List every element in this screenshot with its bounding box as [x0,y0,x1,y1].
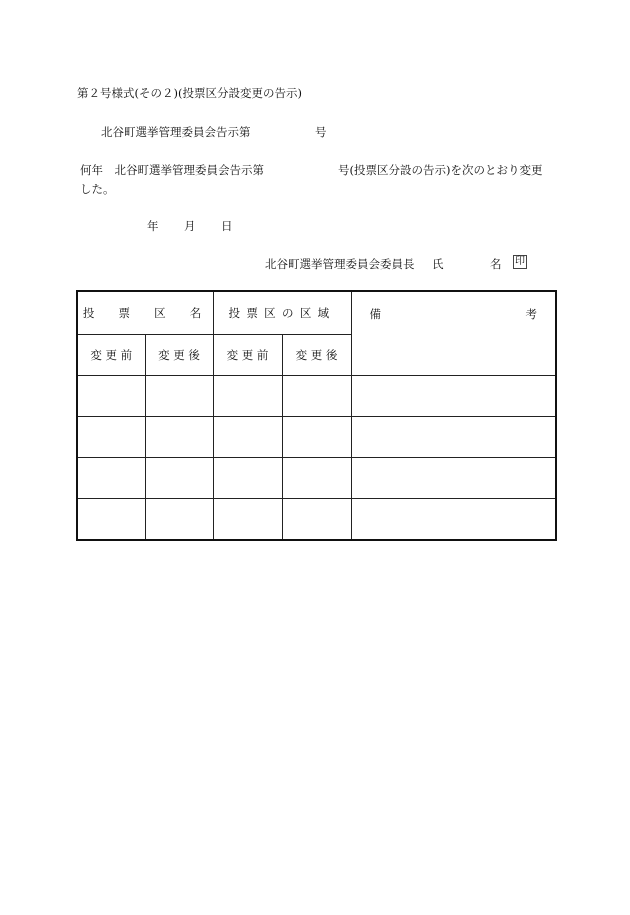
signature-mei: 名 [490,257,502,271]
table-cell [145,417,213,458]
table-cell [77,376,145,417]
body-line1-b: 号(投票区分設の告示)を次のとおり変更 [338,163,543,177]
table-cell [145,499,213,541]
header-remarks [351,291,556,376]
table-cell [351,376,556,417]
body-line1-a: 何年 北谷町選挙管理委員会告示第 [80,163,264,177]
table-cell [145,376,213,417]
header-remarks-a: 備 [369,307,381,321]
table-cell [282,458,351,499]
table-cell [351,499,556,541]
table-cell [213,499,282,541]
table-cell [145,458,213,499]
table-row [77,417,556,458]
table-cell [282,499,351,541]
notice-heading [101,124,327,140]
header-district-name: 投 票 区 名 [77,291,213,335]
table-cell [213,458,282,499]
table-cell [213,417,282,458]
table-header-row [77,291,556,335]
table-cell [351,458,556,499]
notice-heading-text: 北谷町選挙管理委員会告示第 [101,125,251,139]
table-cell [282,376,351,417]
table-cell [77,417,145,458]
date-year: 年 [147,219,159,233]
date-month: 月 [184,219,196,233]
subheader-area-before: 変 更 前 [213,335,282,376]
table-cell [351,417,556,458]
table-row [77,458,556,499]
subheader-area-after: 変 更 後 [282,335,351,376]
subheader-name-after: 変 更 後 [145,335,213,376]
signature-shi: 氏 [432,257,444,271]
notice-number-suffix: 号 [315,125,327,139]
table-cell [77,458,145,499]
table-cell [282,417,351,458]
seal-mark: 印 [515,256,525,267]
header-remarks-b: 考 [525,307,537,321]
table-row [77,376,556,417]
table-row [77,499,556,541]
body-text [80,161,543,199]
form-title: 第２号様式(その２)(投票区分設変更の告示) [77,86,302,100]
date-day: 日 [221,219,233,233]
table-cell [213,376,282,417]
subheader-name-before: 変 更 前 [77,335,145,376]
table-cell [77,499,145,541]
header-district-area: 投票区の区域 [213,291,351,335]
change-table [76,290,557,541]
chairman-title: 北谷町選挙管理委員会委員長 [265,257,415,271]
body-line2: した。 [80,182,115,196]
